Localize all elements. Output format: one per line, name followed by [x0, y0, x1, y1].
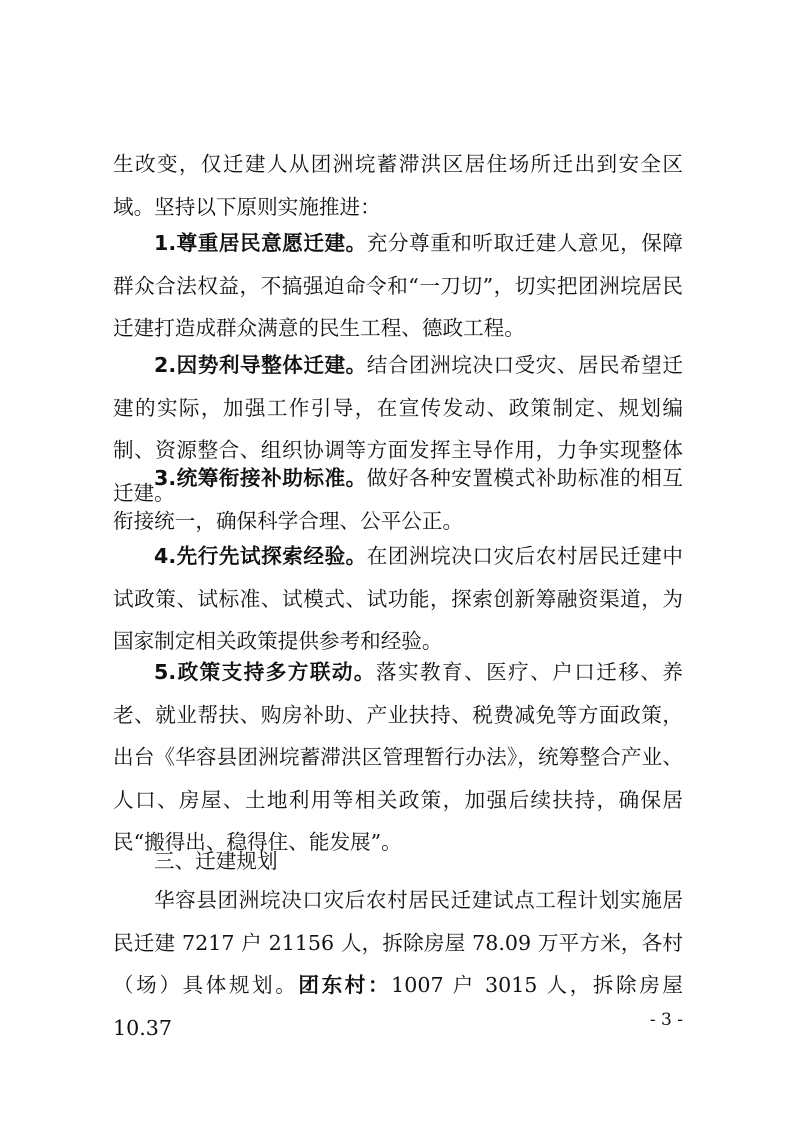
principle-5 — [113, 651, 683, 864]
principle-1-title: 1.尊重居民意愿迁建。 — [154, 231, 367, 255]
principle-3 — [113, 457, 683, 542]
page-number: - 3 - — [649, 1010, 683, 1030]
principle-4 — [113, 535, 683, 663]
principle-5-title: 5.政策支持多方联动。 — [154, 660, 376, 684]
principle-3-body: 做好各种安置模式补助标准的相互衔接统一，确保科学合理、公平公正。 — [113, 466, 684, 533]
principle-1 — [113, 222, 683, 350]
principle-3-title: 3.统筹衔接补助标准。 — [154, 466, 367, 490]
tuandong-village-label: 团东村： — [298, 973, 392, 998]
principle-1-body: 充分尊重和听取迁建人意见，保障群众合法权益，不搞强迫命令和“一刀切”，切实把团洲垸居民迁建打造成群众满意的民生工程、德政工程。 — [113, 231, 684, 341]
principle-2-title: 2.因势利导整体迁建。 — [154, 353, 367, 377]
paragraph-intro-text: 生改变，仅迁建人从团洲垸蓄滞洪区居住场所迁出到安全区域。坚持以下原则实施推进： — [113, 152, 683, 219]
paragraph-plan-text: 华容县团洲垸决口灾后农村居民迁建试点工程计划实施居民迁建 7217 户 21156 人，拆除房屋 78.09 万平方米，各村（场）具体规划。 — [113, 888, 683, 998]
paragraph-plan — [113, 879, 683, 1049]
tuandong-village-text: 1007 户 3015 人，拆除房屋 10.37 — [113, 973, 684, 1040]
principle-2-body: 结合团洲垸决口受灾、居民希望迁建的实际，加强工作引导，在宣传发动、政策制定、规划编制、资源整合、组织协调等方面发挥主导作用，力争实现整体迁建。 — [113, 353, 684, 505]
principle-4-body: 在团洲垸决口灾后农村居民迁建中试政策、试标准、试模式、试功能，探索创新筹融资渠道，为国家制定相关政策提供参考和经验。 — [113, 544, 684, 654]
principle-4-title: 4.先行先试探索经验。 — [154, 544, 367, 568]
section-heading-3: 三、迁建规划 — [154, 849, 278, 873]
principle-5-body: 落实教育、医疗、户口迁移、养老、就业帮扶、购房补助、产业扶持、税费减免等方面政策，出台《华容县团洲垸蓄滞洪区管理暂行办法》，统筹整合产业、人口、房屋、土地利用等相关政策，加强后续扶持，确保居民“搬得出、稳得住、能发展”。 — [113, 660, 684, 855]
paragraph-intro — [113, 143, 683, 228]
